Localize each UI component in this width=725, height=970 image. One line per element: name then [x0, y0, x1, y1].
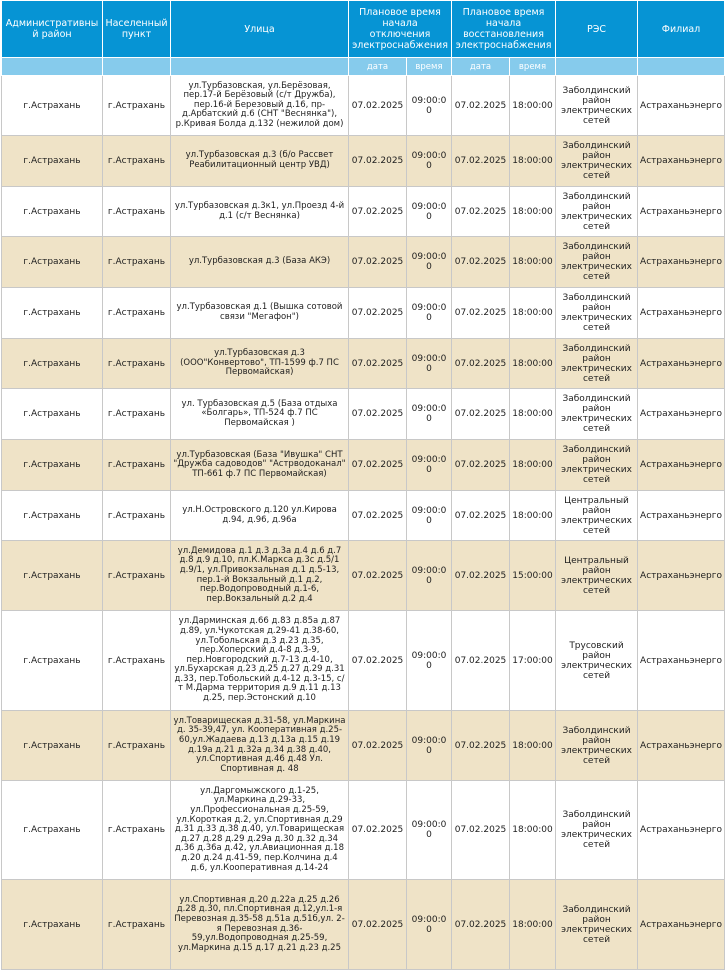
cell-locality: г.Астрахань: [103, 541, 171, 611]
cell-on-date: 07.02.2025: [452, 136, 510, 187]
cell-locality: г.Астрахань: [103, 76, 171, 136]
table-row: [2, 339, 725, 389]
cell-off-date: 07.02.2025: [349, 237, 407, 288]
cell-on-date: 07.02.2025: [452, 237, 510, 288]
cell-street: ул.Турбазовская (База "Ивушка" СНТ "Дружба садоводов" "Астрводоканал" ТП-661 ф.7 ПС Первомайская): [171, 440, 349, 491]
cell-locality: г.Астрахань: [103, 611, 171, 711]
cell-on-time: 18:00:00: [510, 136, 556, 187]
subheader-empty: [638, 58, 725, 76]
cell-on-date: 07.02.2025: [452, 611, 510, 711]
cell-off-time: 09:00:00: [407, 389, 452, 440]
cell-street: ул.Спортивная д.20 д.22а д.25 д.26 д.28 д.30, пл.Спортивная д.12,ул.1-я Перевозная д.35-58 д.51а д.51б,ул. 2-я Перевозная д.36-59,ул.Водопроводная д.25-59, ул.Маркина д.15 д.17 д.21 д.23 д.25: [171, 880, 349, 970]
cell-res: Заболдинский район электрических сетей: [556, 76, 638, 136]
cell-res: Заболдинский район электрических сетей: [556, 781, 638, 880]
cell-branch: Астраханьэнерго: [638, 611, 725, 711]
cell-branch: Астраханьэнерго: [638, 491, 725, 541]
cell-on-time: 18:00:00: [510, 76, 556, 136]
cell-off-date: 07.02.2025: [349, 76, 407, 136]
cell-res: Заболдинский район электрических сетей: [556, 237, 638, 288]
header-res[interactable]: РЭС: [556, 1, 638, 58]
cell-res: Заболдинский район электрических сетей: [556, 880, 638, 970]
cell-street: ул.Товарищеская д.31-58, ул.Маркина д. 35-39,47, ул. Кооперативная д.25-60,ул.Жадаева д.13 д.13а д.15 д.19 д.19а д.21 д.32а д.34 д.38 д.40, ул.Спортивная д.46 д.48 Ул. Спортивная д. 48: [171, 711, 349, 781]
cell-locality: г.Астрахань: [103, 187, 171, 237]
table-row: [2, 187, 725, 237]
header-street[interactable]: Улица: [171, 1, 349, 58]
cell-res: Центральный район электрических сетей: [556, 491, 638, 541]
cell-branch: Астраханьэнерго: [638, 711, 725, 781]
cell-street: ул.Демидова д.1 д.3 д.3а д.4 д.6 д.7 д.8 д.9 д.10, пл.К.Маркса д.3с д.5/1 д.9/1, ул.Привокзальная д.1 д.5-13, пер.1-й Вокзальный д.1 д.2, пер.Водопроводный д.1-6, пер.Вокзальный д.2 д.4: [171, 541, 349, 611]
cell-off-time: 09:00:00: [407, 711, 452, 781]
cell-on-time: 18:00:00: [510, 781, 556, 880]
cell-off-date: 07.02.2025: [349, 711, 407, 781]
cell-off-date: 07.02.2025: [349, 136, 407, 187]
subheader-empty: [103, 58, 171, 76]
cell-district: г.Астрахань: [2, 389, 103, 440]
cell-street: ул.Турбазовская д.3 (ООО"Конвертово", ТП-1599 ф.7 ПС Первомайская): [171, 339, 349, 389]
cell-district: г.Астрахань: [2, 611, 103, 711]
cell-on-date: 07.02.2025: [452, 781, 510, 880]
cell-district: г.Астрахань: [2, 781, 103, 880]
header-district[interactable]: Административный район: [2, 1, 103, 58]
subheader-empty: [556, 58, 638, 76]
cell-branch: Астраханьэнерго: [638, 781, 725, 880]
cell-locality: г.Астрахань: [103, 339, 171, 389]
cell-res: Трусовский район электрических сетей: [556, 611, 638, 711]
cell-street: ул.Даргомыжского д.1-25, ул.Маркина д.29-33, ул.Профессиональная д.25-59, ул.Короткая д.2, ул.Спортивная д.29 д.31 д.33 д.38 д.40, ул.Товарищеская д.27 д.28 д.29 д.29а д.30 д.32 д.34 д.36 д.36а д.42, ул.Авиационная д.18 д.20 д.24 д.41-59, пер.Колчина д.4 д.6, ул.Кооперативная д.14-24: [171, 781, 349, 880]
cell-res: Заболдинский район электрических сетей: [556, 187, 638, 237]
cell-res: Заболдинский район электрических сетей: [556, 288, 638, 339]
cell-off-time: 09:00:00: [407, 76, 452, 136]
table-row: [2, 440, 725, 491]
cell-off-date: 07.02.2025: [349, 339, 407, 389]
cell-res: Заболдинский район электрических сетей: [556, 711, 638, 781]
cell-off-time: 09:00:00: [407, 541, 452, 611]
cell-off-time: 09:00:00: [407, 288, 452, 339]
cell-street: ул.Турбазовская д.1 (Вышка сотовой связи "Мегафон"): [171, 288, 349, 339]
table-row: [2, 491, 725, 541]
cell-on-time: 18:00:00: [510, 187, 556, 237]
cell-off-time: 09:00:00: [407, 187, 452, 237]
cell-off-date: 07.02.2025: [349, 491, 407, 541]
cell-off-date: 07.02.2025: [349, 440, 407, 491]
cell-branch: Астраханьэнерго: [638, 136, 725, 187]
cell-locality: г.Астрахань: [103, 237, 171, 288]
cell-off-date: 07.02.2025: [349, 288, 407, 339]
cell-off-time: 09:00:00: [407, 136, 452, 187]
cell-on-date: 07.02.2025: [452, 440, 510, 491]
cell-district: г.Астрахань: [2, 237, 103, 288]
cell-on-time: 18:00:00: [510, 389, 556, 440]
subheader-off-date: дата: [349, 58, 407, 76]
header-row: [2, 1, 725, 58]
cell-locality: г.Астрахань: [103, 880, 171, 970]
cell-on-date: 07.02.2025: [452, 541, 510, 611]
cell-on-date: 07.02.2025: [452, 389, 510, 440]
cell-district: г.Астрахань: [2, 288, 103, 339]
cell-on-date: 07.02.2025: [452, 76, 510, 136]
subheader-empty: [171, 58, 349, 76]
subheader-off-time: время: [407, 58, 452, 76]
subheader-on-date: дата: [452, 58, 510, 76]
cell-district: г.Астрахань: [2, 339, 103, 389]
cell-off-date: 07.02.2025: [349, 781, 407, 880]
outage-table: [1, 0, 725, 970]
cell-on-time: 17:00:00: [510, 611, 556, 711]
cell-on-time: 18:00:00: [510, 880, 556, 970]
cell-branch: Астраханьэнерго: [638, 288, 725, 339]
cell-off-time: 09:00:00: [407, 440, 452, 491]
cell-street: ул.Турбазовская д.3 (База АКЭ): [171, 237, 349, 288]
cell-off-date: 07.02.2025: [349, 541, 407, 611]
cell-off-time: 09:00:00: [407, 491, 452, 541]
cell-off-time: 09:00:00: [407, 781, 452, 880]
cell-off-date: 07.02.2025: [349, 880, 407, 970]
cell-district: г.Астрахань: [2, 187, 103, 237]
cell-off-date: 07.02.2025: [349, 389, 407, 440]
cell-branch: Астраханьэнерго: [638, 389, 725, 440]
cell-on-time: 18:00:00: [510, 288, 556, 339]
cell-on-time: 18:00:00: [510, 491, 556, 541]
cell-on-date: 07.02.2025: [452, 711, 510, 781]
table-row: [2, 389, 725, 440]
cell-off-time: 09:00:00: [407, 237, 452, 288]
cell-branch: Астраханьэнерго: [638, 339, 725, 389]
cell-on-date: 07.02.2025: [452, 491, 510, 541]
cell-locality: г.Астрахань: [103, 440, 171, 491]
cell-district: г.Астрахань: [2, 491, 103, 541]
table-row: [2, 711, 725, 781]
table-row: [2, 76, 725, 136]
subheader-on-time: время: [510, 58, 556, 76]
subheader-row: [2, 58, 725, 76]
cell-res: Заболдинский район электрических сетей: [556, 440, 638, 491]
cell-district: г.Астрахань: [2, 136, 103, 187]
table-row: [2, 237, 725, 288]
cell-street: ул.Турбазовская д.3 (б/о Рассвет Реабилитационный центр УВД): [171, 136, 349, 187]
cell-branch: Астраханьэнерго: [638, 541, 725, 611]
cell-res: Заболдинский район электрических сетей: [556, 339, 638, 389]
cell-street: ул. Турбазовская д.5 (База отдыха «Болгарь», ТП-524 ф.7 ПС Первомайская ): [171, 389, 349, 440]
subheader-empty: [2, 58, 103, 76]
cell-on-date: 07.02.2025: [452, 339, 510, 389]
cell-res: Центральный район электрических сетей: [556, 541, 638, 611]
cell-district: г.Астрахань: [2, 76, 103, 136]
header-branch[interactable]: Филиал: [638, 1, 725, 58]
cell-off-time: 09:00:00: [407, 880, 452, 970]
cell-off-time: 09:00:00: [407, 339, 452, 389]
cell-off-date: 07.02.2025: [349, 187, 407, 237]
cell-locality: г.Астрахань: [103, 389, 171, 440]
cell-street: ул.Турбазовская д.3к1, ул.Проезд 4-й д.1 (с/т Веснянка): [171, 187, 349, 237]
table-row: [2, 880, 725, 970]
table-row: [2, 288, 725, 339]
table-row: [2, 541, 725, 611]
cell-branch: Астраханьэнерго: [638, 187, 725, 237]
cell-on-time: 18:00:00: [510, 339, 556, 389]
cell-district: г.Астрахань: [2, 711, 103, 781]
cell-on-time: 15:00:00: [510, 541, 556, 611]
table-row: [2, 611, 725, 711]
cell-locality: г.Астрахань: [103, 288, 171, 339]
cell-off-time: 09:00:00: [407, 611, 452, 711]
cell-district: г.Астрахань: [2, 880, 103, 970]
cell-on-time: 18:00:00: [510, 237, 556, 288]
cell-district: г.Астрахань: [2, 440, 103, 491]
cell-on-date: 07.02.2025: [452, 880, 510, 970]
cell-street: ул.Дарминская д.66 д.83 д.85а д.87 д.89, ул.Чукотская д.29-41 д.38-60, ул.Тобольская д.3 д.23 д.35, пер.Хоперский д.4-8 д.3-9, пер.Новгородский д.7-13 д.4-10, ул.Бухарская д.23 д.25 д.27 д.29 д.31 д.33, пер.Тобольский д.4-12 д.3-15, с/т М.Дарма территория д.9 д.11 д.13 д.25, пер.Эстонский д.10: [171, 611, 349, 711]
cell-street: ул.Турбазовская, ул.Берёзовая, пер.17-й Берёзовый (с/т Дружба), пер.16-й Березовый д.16, пр-д.Арбатский д.6 (СНТ "Веснянка"), р.Кривая Болда д.132 (нежилой дом): [171, 76, 349, 136]
cell-on-date: 07.02.2025: [452, 187, 510, 237]
cell-branch: Астраханьэнерго: [638, 880, 725, 970]
header-locality[interactable]: Населенный пункт: [103, 1, 171, 58]
cell-branch: Астраханьэнерго: [638, 440, 725, 491]
cell-branch: Астраханьэнерго: [638, 76, 725, 136]
cell-district: г.Астрахань: [2, 541, 103, 611]
cell-branch: Астраханьэнерго: [638, 237, 725, 288]
header-off-time[interactable]: Плановое время начала отключения электроснабжения: [349, 1, 452, 58]
cell-on-time: 18:00:00: [510, 711, 556, 781]
cell-locality: г.Астрахань: [103, 781, 171, 880]
cell-on-time: 18:00:00: [510, 440, 556, 491]
header-restore-time[interactable]: Плановое время начала восстановления электроснабжения: [452, 1, 556, 58]
cell-locality: г.Астрахань: [103, 491, 171, 541]
cell-street: ул.Н.Островского д.120 ул.Кирова д.94, д.96, д.96а: [171, 491, 349, 541]
cell-res: Заболдинский район электрических сетей: [556, 389, 638, 440]
cell-res: Заболдинский район электрических сетей: [556, 136, 638, 187]
table-row: [2, 136, 725, 187]
cell-on-date: 07.02.2025: [452, 288, 510, 339]
table-row: [2, 781, 725, 880]
cell-locality: г.Астрахань: [103, 136, 171, 187]
cell-off-date: 07.02.2025: [349, 611, 407, 711]
cell-locality: г.Астрахань: [103, 711, 171, 781]
